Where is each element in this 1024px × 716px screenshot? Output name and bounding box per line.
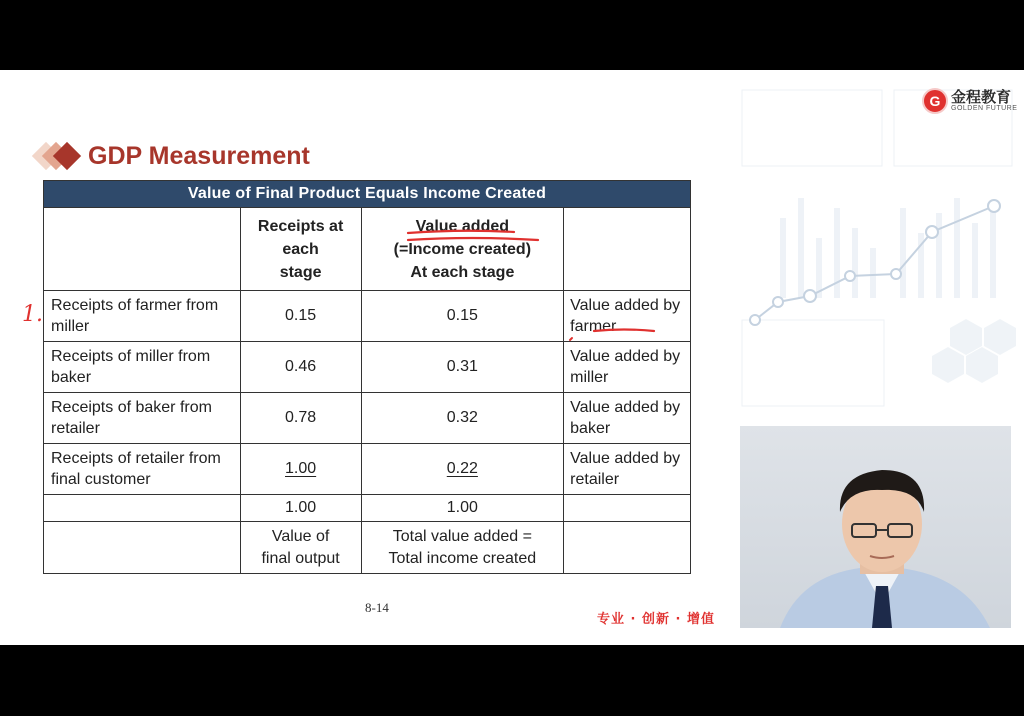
row-label: Receipts of baker from retailer bbox=[44, 393, 241, 444]
row-note: Value added by baker bbox=[564, 393, 691, 444]
row-receipts: 0.78 bbox=[240, 393, 361, 444]
row-receipts: 0.15 bbox=[240, 291, 361, 342]
row-note: Value added by retailer bbox=[564, 444, 691, 495]
row-label: Receipts of miller from baker bbox=[44, 342, 241, 393]
presenter-video bbox=[740, 426, 1011, 628]
row-note: Value added by farmer bbox=[564, 291, 691, 342]
row-value-added: 0.31 bbox=[361, 342, 564, 393]
logo-chinese-name: 金程教育 bbox=[951, 88, 1012, 106]
presenter-icon bbox=[740, 426, 1011, 628]
table-header-row bbox=[44, 208, 691, 291]
row-label: Receipts of retailer from final customer bbox=[44, 444, 241, 495]
ink-margin-mark: 1. bbox=[22, 302, 43, 327]
page-number: 8-14 bbox=[365, 600, 389, 615]
total-receipts: 1.00 bbox=[240, 495, 361, 522]
decorative-chart-background bbox=[740, 88, 1024, 418]
row-value-added: 0.22 bbox=[446, 460, 478, 477]
diamond-bullet-icon bbox=[32, 140, 84, 172]
table-footer-row bbox=[44, 522, 691, 574]
total-value-added: 1.00 bbox=[361, 495, 564, 522]
slogan: 专业 · 创新 · 增值 bbox=[597, 612, 715, 627]
row-receipts: 0.46 bbox=[240, 342, 361, 393]
footer-total-value-added: Total value added = Total income created bbox=[361, 522, 564, 574]
table-row bbox=[44, 393, 691, 444]
row-note: Value added by miller bbox=[564, 342, 691, 393]
row-label: Receipts of farmer from miller bbox=[44, 291, 241, 342]
logo-badge-icon: G bbox=[922, 88, 948, 114]
slide bbox=[0, 70, 1024, 645]
slide-title-row bbox=[32, 140, 310, 172]
table-row bbox=[44, 444, 691, 495]
company-logo bbox=[922, 88, 1017, 114]
header-receipts: Receipts at each stage bbox=[240, 208, 361, 291]
row-value-added: 0.32 bbox=[361, 393, 564, 444]
logo-english-name: GOLDEN FUTURE bbox=[951, 105, 1018, 112]
value-added-table bbox=[43, 180, 691, 574]
header-value-added: Value added (=Income created) At each stage bbox=[361, 208, 564, 291]
slide-title: GDP Measurement bbox=[88, 141, 310, 170]
table-row bbox=[44, 291, 691, 342]
table-row bbox=[44, 342, 691, 393]
footer-final-output: Value of final output bbox=[240, 522, 361, 574]
totals-row bbox=[44, 495, 691, 522]
table-caption: Value of Final Product Equals Income Created bbox=[44, 181, 691, 208]
row-value-added: 0.15 bbox=[361, 291, 564, 342]
row-receipts: 1.00 bbox=[285, 460, 317, 477]
